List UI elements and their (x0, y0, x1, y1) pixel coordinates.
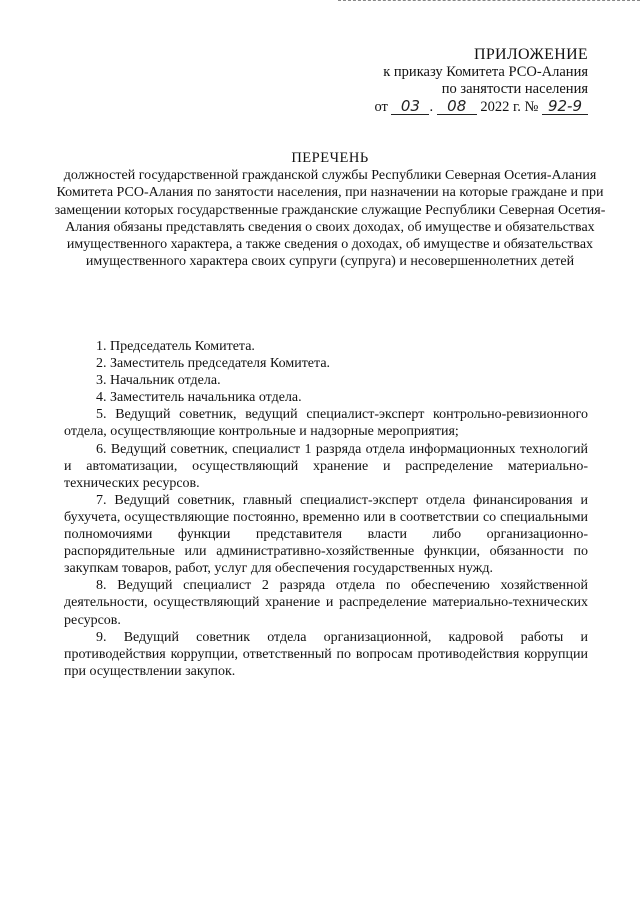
annex-title: ПРИЛОЖЕНИЕ (473, 46, 588, 63)
annex-committee-line: по занятости населения (441, 81, 588, 97)
handwritten-day: 03 (391, 99, 429, 115)
list-item: 5. Ведущий советник, ведущий специалист-эксперт контрольно-ревизионного отдела, осуществляющие контрольные и надзорные мероприятия; (64, 407, 588, 440)
list-item: 7. Ведущий советник, главный специалист-эксперт отдела финансирования и бухучета, осуществляющие постоянно, временно или в соответствии со специальными полномочиями функции представителя власти либо организационно-распорядительные или административно-хозяйственные функции, обязанности по закупкам товаров, работ, услуг для обеспечения государственных нужд. (64, 492, 588, 577)
list-item: 2. Заместитель председателя Комитета. (96, 356, 331, 372)
year-and-number-label: 2022 г. № (480, 98, 539, 115)
list-item: 8. Ведущий специалист 2 разряда отдела по обеспечению хозяйственной деятельности, осуществляющий хранение и распределение материально-технических ресурсов. (64, 578, 588, 628)
heading-title: ПЕРЕЧЕНЬ (291, 150, 369, 166)
list-item: 4. Заместитель начальника отдела. (96, 390, 302, 406)
date-prefix: от (374, 98, 388, 115)
document-heading (40, 150, 620, 270)
top-dashed-rule (338, 0, 640, 1)
list-item: 3. Начальник отдела. (96, 373, 221, 389)
list-item: 9. Ведущий советник отдела организационной, кадровой работы и противодействия коррупции, ответственный по вопросам противодействия коррупции при осуществлении закупок. (64, 629, 588, 679)
handwritten-number: 92-9 (542, 99, 588, 115)
heading-body: должностей государственной гражданской службы Республики Северная Осетия-Алания Комитета РСО-Алания по занятости населения, при назначении на которые граждане и при замещении которых государственные гражданские служащие Республики Северная Осетия-Алания обязаны представлять сведения о своих доходах, об имуществе и обязательствах имущественного характера, а также сведения о доходах, об имуществе и обязательствах имущественного характера своих супруги (супруга) и несовершеннолетних детей (54, 168, 606, 270)
list-item: 1. Председатель Комитета. (96, 339, 255, 354)
list-item: 6. Ведущий советник, специалист 1 разряда отдела информационных технологий и автоматизации, осуществляющий хранение и распределение материально-технических ресурсов. (64, 441, 588, 491)
annex-order-line: к приказу Комитета РСО-Алания (383, 63, 588, 80)
positions-list (64, 338, 588, 680)
annex-date-line: от 03 . 08 2022 г. № 92-9 (374, 99, 588, 117)
annex-block (374, 46, 588, 116)
handwritten-month: 08 (437, 99, 477, 115)
